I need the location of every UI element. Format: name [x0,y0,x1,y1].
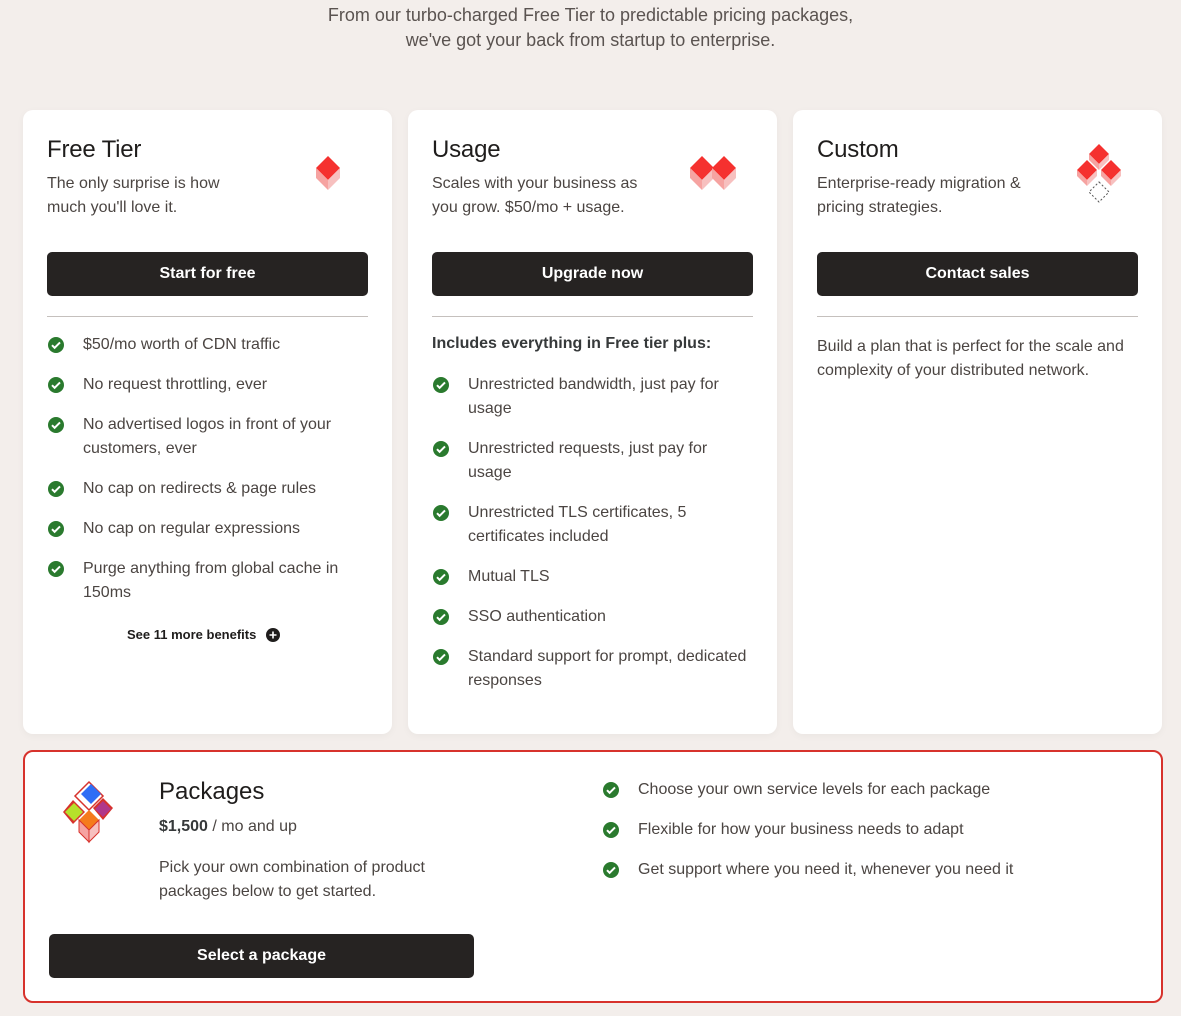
check-circle-icon [432,608,450,626]
double-cube-icon [688,154,738,192]
cube-cluster-icon [1073,142,1125,206]
feature-text: Choose your own service levels for each package [638,781,991,798]
feature-text: SSO authentication [468,608,606,625]
list-item [432,645,752,693]
check-circle-icon [432,440,450,458]
list-item [47,557,367,605]
list-item [47,477,367,501]
check-circle-icon [432,376,450,394]
packages-price [159,818,297,836]
list-item [432,565,752,589]
contact-sales-button[interactable]: Contact sales [817,252,1138,296]
feature-text: Purge anything from global cache in 150ms [83,560,339,601]
check-circle-icon [602,861,620,879]
feature-text: No cap on redirects & page rules [83,480,317,497]
intro-line-1: From our turbo-charged Free Tier to predictable pricing packages, [327,5,854,25]
free-tier-card [23,110,392,734]
feature-text: No advertised logos in front of your customers, ever [83,416,332,457]
price-suffix: / mo and up [207,818,297,835]
list-item [432,373,752,421]
packages-title: Packages [159,778,265,805]
custom-subtitle: Enterprise-ready migration & pricing strategies. [817,175,1021,216]
divider [817,316,1138,317]
feature-text: Get support where you need it, whenever you need it [638,861,1014,878]
feature-text: No request throttling, ever [83,376,268,393]
single-cube-icon [314,154,342,192]
list-item [602,858,1013,882]
check-circle-icon [47,376,65,394]
feature-text: Flexible for how your business needs to adapt [638,821,964,838]
divider [432,316,753,317]
plus-circle-icon [266,628,280,642]
intro-text [0,3,1181,53]
list-item [47,373,367,397]
feature-text: Unrestricted TLS certificates, 5 certificates included [468,504,687,545]
divider [47,316,368,317]
intro-line-2: we've got your back from startup to enterprise. [405,30,776,50]
list-item [47,413,367,461]
check-circle-icon [432,648,450,666]
select-package-button[interactable]: Select a package [49,934,474,978]
list-item [47,333,367,357]
price-amount: $1,500 [159,818,208,835]
packages-description: Pick your own combination of product packages below to get started. [159,859,425,900]
check-circle-icon [47,416,65,434]
free-tier-title: Free Tier [47,136,142,163]
feature-text: $50/mo worth of CDN traffic [83,336,281,353]
see-more-label: See 11 more benefits [127,627,257,642]
list-item [602,818,1013,842]
usage-title: Usage [432,136,501,163]
feature-text: Mutual TLS [468,568,550,585]
start-for-free-button[interactable]: Start for free [47,252,368,296]
list-item [432,605,752,629]
feature-text: Unrestricted bandwidth, just pay for usage [468,376,719,417]
list-item [47,517,367,541]
custom-title: Custom [817,136,899,163]
see-more-benefits-link[interactable] [127,627,280,642]
check-circle-icon [47,520,65,538]
packages-card [23,750,1163,1003]
check-circle-icon [432,504,450,522]
check-circle-icon [602,821,620,839]
list-item [432,501,752,549]
includes-heading: Includes everything in Free tier plus: [432,335,712,352]
check-circle-icon [47,560,65,578]
free-feature-list [47,333,367,621]
usage-card [408,110,777,734]
packages-feature-list [602,778,1013,898]
list-item [432,437,752,485]
feature-text: Unrestricted requests, just pay for usage [468,440,708,481]
usage-feature-list [432,373,752,709]
check-circle-icon [47,480,65,498]
feature-text: No cap on regular expressions [83,520,301,537]
upgrade-now-button[interactable]: Upgrade now [432,252,753,296]
free-tier-subtitle: The only surprise is how much you'll love it. [47,175,220,216]
colorful-cubes-icon [61,780,117,850]
usage-subtitle: Scales with your business as you grow. $50/mo + usage. [432,175,638,216]
check-circle-icon [47,336,65,354]
list-item [602,778,1013,802]
custom-card [793,110,1162,734]
custom-description: Build a plan that is perfect for the scale and complexity of your distributed network. [817,338,1124,379]
check-circle-icon [602,781,620,799]
feature-text: Standard support for prompt, dedicated responses [468,648,747,689]
check-circle-icon [432,568,450,586]
